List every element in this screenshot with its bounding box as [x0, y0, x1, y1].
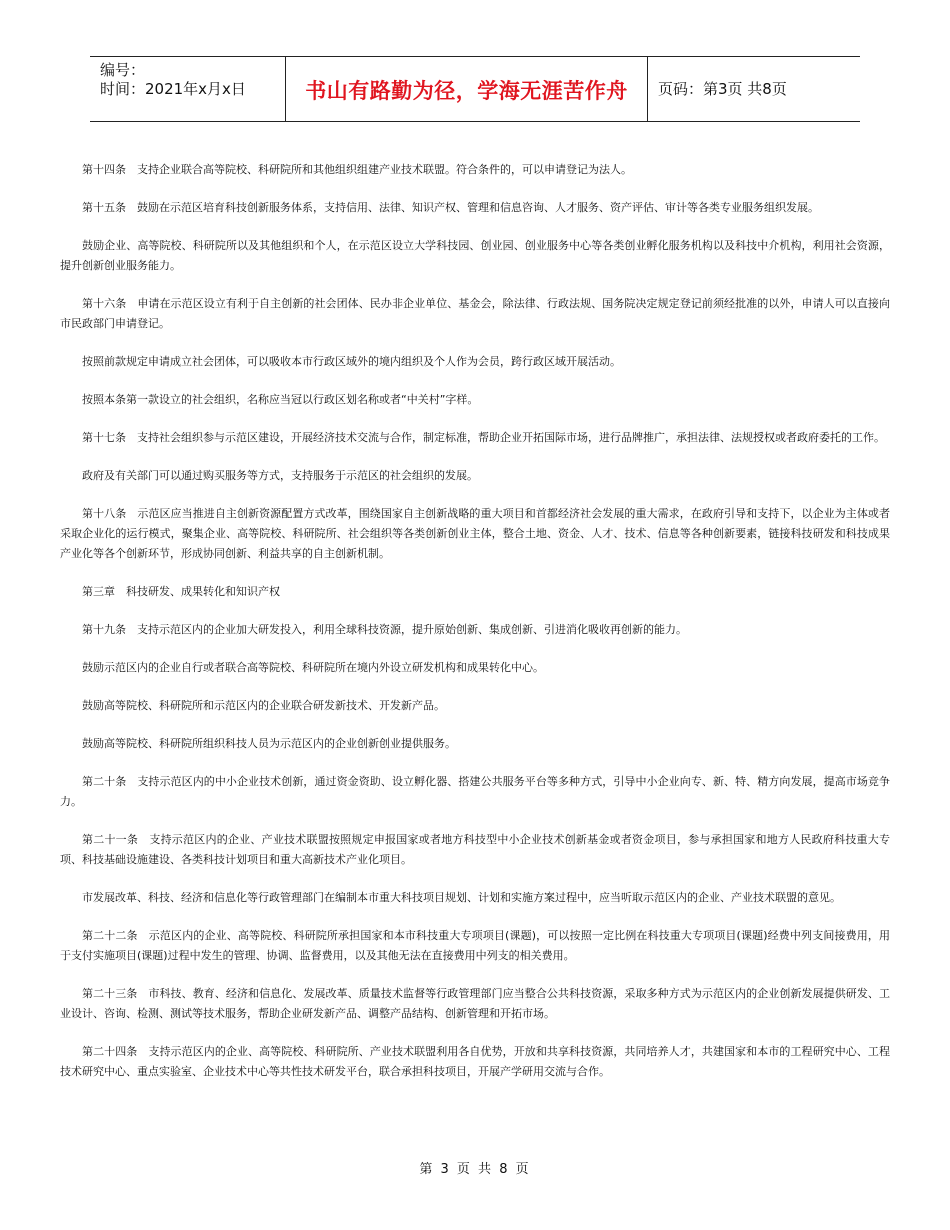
- paragraph: 按照前款规定申请成立社会团体，可以吸收本市行政区域外的境内组织及个人作为会员，跨行政区域开展活动。: [82, 355, 621, 368]
- paragraph: 政府及有关部门可以通过购买服务等方式，支持服务于示范区的社会组织的发展。: [82, 469, 478, 482]
- paragraph: 第十五条 鼓励在示范区培育科技创新服务体系，支持信用、法律、知识产权、管理和信息咨询、人才服务、资产评估、审计等各类专业服务组织发展。: [82, 201, 819, 214]
- paragraph: 鼓励企业、高等院校、科研院所以及其他组织和个人，在示范区设立大学科技园、创业园、创业服务中心等各类创业孵化服务机构以及科技中介机构，利用社会资源，提升创新创业服务能力。: [60, 239, 890, 272]
- paragraph: 按照本条第一款设立的社会组织，名称应当冠以行政区划名称或者“中关村”字样。: [82, 393, 479, 406]
- paragraph: 第二十三条 市科技、教育、经济和信息化、发展改革、质量技术监督等行政管理部门应当整合公共科技资源，采取多种方式为示范区内的企业创新发展提供研发、工业设计、咨询、检测、测试等技术服务，帮助企业研发新产品、调整产品结构、创新管理和开拓市场。: [60, 987, 890, 1020]
- paragraph: 第二十二条 示范区内的企业、高等院校、科研院所承担国家和本市科技重大专项项目(课题)，可以按照一定比例在科技重大专项项目(课题)经费中列支间接费用，用于支付实施项目(课题)过程中发生的管理、协调、监督费用，以及其他无法在直接费用中列支的相关费用。: [60, 929, 890, 962]
- paragraph: 第二十四条 支持示范区内的企业、高等院校、科研院所、产业技术联盟利用各自优势，开放和共享科技资源，共同培养人才，共建国家和本市的工程研究中心、工程技术研究中心、重点实验室、企业技术中心等共性技术研发平台，联合承担科技项目，开展产学研用交流与合作。: [60, 1045, 890, 1078]
- paragraph: 第十八条 示范区应当推进自主创新资源配置方式改革，围绕国家自主创新战略的重大项目和首都经济社会发展的重大需求，在政府引导和支持下，以企业为主体或者采取企业化的运行模式，聚集企业、高等院校、科研院所、社会组织等各类创新创业主体，整合土地、资金、人才、技术、信息等各种创新要素，链接科技研发和科技成果产业化等各个创新环节，形成协同创新、利益共享的自主创新机制。: [60, 507, 890, 560]
- serial-number-label: 编号：: [100, 61, 146, 79]
- page-footer: [0, 1158, 950, 1177]
- paragraph: 鼓励高等院校、科研院所和示范区内的企业联合研发新技术、开发新产品。: [82, 699, 445, 712]
- paragraph: 鼓励示范区内的企业自行或者联合高等院校、科研院所在境内外设立研发机构和成果转化中心。: [82, 661, 544, 674]
- header-page-cell: [648, 57, 860, 121]
- paragraph: 鼓励高等院校、科研院所组织科技人员为示范区内的企业创新创业提供服务。: [82, 737, 456, 750]
- header-motto-cell: [286, 57, 648, 121]
- paragraph: 第二十一条 支持示范区内的企业、产业技术联盟按照规定申报国家或者地方科技型中小企业技术创新基金或者资金项目，参与承担国家和地方人民政府科技重大专项、科技基础设施建设、各类科技计划项目和重大高新技术产业化项目。: [60, 833, 890, 866]
- paragraph: 第十四条 支持企业联合高等院校、科研院所和其他组织组建产业技术联盟。符合条件的，可以申请登记为法人。: [82, 163, 632, 176]
- header-page-info: 页码：第3页 共8页: [658, 80, 787, 98]
- paragraph: 第十七条 支持社会组织参与示范区建设，开展经济技术交流与合作，制定标准，帮助企业开拓国际市场，进行品牌推广，承担法律、法规授权或者政府委托的工作。: [82, 431, 885, 444]
- time-label: 时间：2021年x月x日: [100, 80, 246, 98]
- header-meta-cell: [90, 57, 286, 121]
- paragraph: 第十六条 申请在示范区设立有利于自主创新的社会团体、民办非企业单位、基金会，除法律、行政法规、国务院决定规定登记前须经批准的以外，申请人可以直接向市民政部门申请登记。: [60, 297, 890, 330]
- paragraph: 市发展改革、科技、经济和信息化等行政管理部门在编制本市重大科技项目规划、计划和实施方案过程中，应当听取示范区内的企业、产业技术联盟的意见。: [82, 891, 841, 904]
- chapter-heading: 第三章 科技研发、成果转化和知识产权: [82, 585, 280, 598]
- header-motto: 书山有路勤为径，学海无涯苦作舟: [305, 79, 628, 103]
- paragraph: 第十九条 支持示范区内的企业加大研发投入，利用全球科技资源，提升原始创新、集成创新、引进消化吸收再创新的能力。: [82, 623, 687, 636]
- document-body: [60, 160, 890, 1100]
- footer-page-number: 第 3 页 共 8 页: [419, 1162, 531, 1177]
- page-header: [90, 56, 860, 122]
- paragraph: 第二十条 支持示范区内的中小企业技术创新，通过资金资助、设立孵化器、搭建公共服务平台等多种方式，引导中小企业向专、新、特、精方向发展，提高市场竞争力。: [60, 775, 890, 808]
